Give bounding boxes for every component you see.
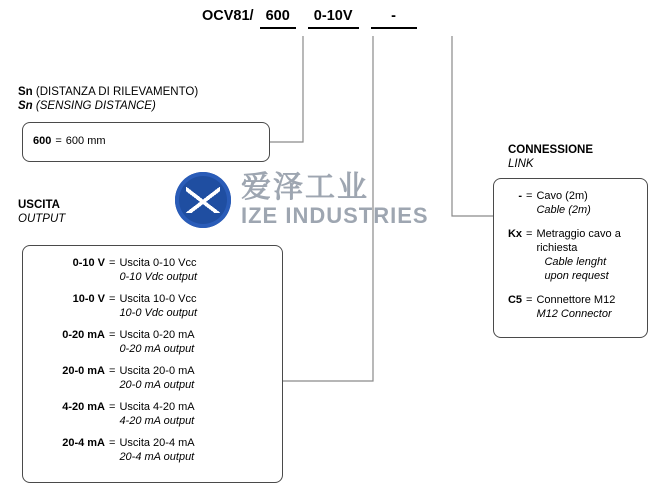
option-equals: =	[526, 294, 533, 306]
product-code-line	[196, 8, 417, 29]
option-text-it: Metraggio cavo a richiesta	[536, 228, 621, 254]
option-equals: =	[109, 257, 116, 269]
section-title-sensing	[18, 85, 198, 113]
output-options-box	[22, 245, 283, 483]
option-equals: =	[526, 190, 533, 202]
list-item	[500, 227, 639, 283]
watermark	[175, 172, 429, 228]
list-item	[33, 134, 259, 148]
option-code: 10-0 V	[72, 293, 105, 305]
list-item	[31, 328, 274, 356]
option-code: 4-20 mA	[62, 401, 105, 413]
option-text-it: Uscita 10-0 Vcc	[119, 293, 197, 305]
watermark-text	[241, 173, 429, 227]
option-code: 20-4 mA	[62, 437, 105, 449]
option-text-en: Cable (2m)	[536, 204, 591, 216]
list-item	[31, 400, 274, 428]
list-item	[31, 292, 274, 320]
option-text-it: Uscita 4-20 mA	[119, 401, 195, 413]
option-code: 20-0 mA	[62, 365, 105, 377]
option-code: 0-20 mA	[62, 329, 105, 341]
option-text-it: 600 mm	[65, 135, 106, 147]
option-code: -	[518, 190, 522, 202]
sensing-title-en-bold: Sn	[18, 100, 33, 112]
output-title-en: OUTPUT	[18, 213, 66, 225]
aize-logo-icon	[175, 172, 231, 228]
option-text-en: M12 Connector	[536, 308, 612, 320]
link-title-it: CONNESSIONE	[508, 144, 593, 156]
option-text-it: Connettore M12	[536, 294, 616, 306]
option-equals: =	[109, 293, 116, 305]
option-text-en: Cable lenght upon request	[544, 256, 609, 282]
option-code: 600	[33, 135, 52, 147]
option-text-en: 0-20 mA output	[119, 343, 195, 355]
option-equals: =	[109, 365, 116, 377]
section-title-link	[508, 143, 593, 171]
option-text-it: Uscita 0-20 mA	[119, 329, 195, 341]
option-equals: =	[109, 329, 116, 341]
sensing-options-box	[22, 122, 270, 162]
option-text-it: Uscita 20-4 mA	[119, 437, 195, 449]
list-item	[500, 189, 639, 217]
link-options-box	[493, 178, 648, 338]
list-item	[31, 256, 274, 284]
sensing-title-it-bold: Sn	[18, 86, 33, 98]
link-title-en: LINK	[508, 158, 534, 170]
option-text-en: 10-0 Vdc output	[119, 307, 198, 319]
watermark-en: IZE INDUSTRIES	[241, 203, 429, 228]
code-segment-link: -	[371, 8, 417, 29]
option-text-it: Uscita 20-0 mA	[119, 365, 195, 377]
option-equals: =	[55, 135, 62, 147]
option-code: 0-10 V	[72, 257, 105, 269]
code-segment-prefix: OCV81/	[202, 8, 254, 24]
code-segment-output: 0-10V	[308, 8, 359, 29]
option-text-en: 4-20 mA output	[119, 415, 195, 427]
option-text-en: 20-0 mA output	[119, 379, 195, 391]
option-text-en: 20-4 mA output	[119, 451, 195, 463]
output-title-it: USCITA	[18, 199, 60, 211]
option-equals: =	[109, 437, 116, 449]
watermark-cn: 爱泽工业	[241, 171, 369, 204]
option-equals: =	[526, 228, 533, 240]
option-equals: =	[109, 401, 116, 413]
list-item	[31, 436, 274, 464]
sensing-title-it-rest: (DISTANZA DI RILEVAMENTO)	[32, 86, 199, 98]
option-code: Kx	[507, 228, 522, 240]
option-text-it: Uscita 0-10 Vcc	[119, 257, 197, 269]
sensing-title-en-rest: (SENSING DISTANCE)	[32, 100, 156, 112]
option-code: C5	[507, 294, 522, 306]
list-item	[31, 364, 274, 392]
option-text-it: Cavo (2m)	[536, 190, 588, 202]
list-item	[500, 293, 639, 321]
code-segment-sensing: 600	[260, 8, 296, 29]
option-text-en: 0-10 Vdc output	[119, 271, 198, 283]
section-title-output	[18, 198, 65, 226]
